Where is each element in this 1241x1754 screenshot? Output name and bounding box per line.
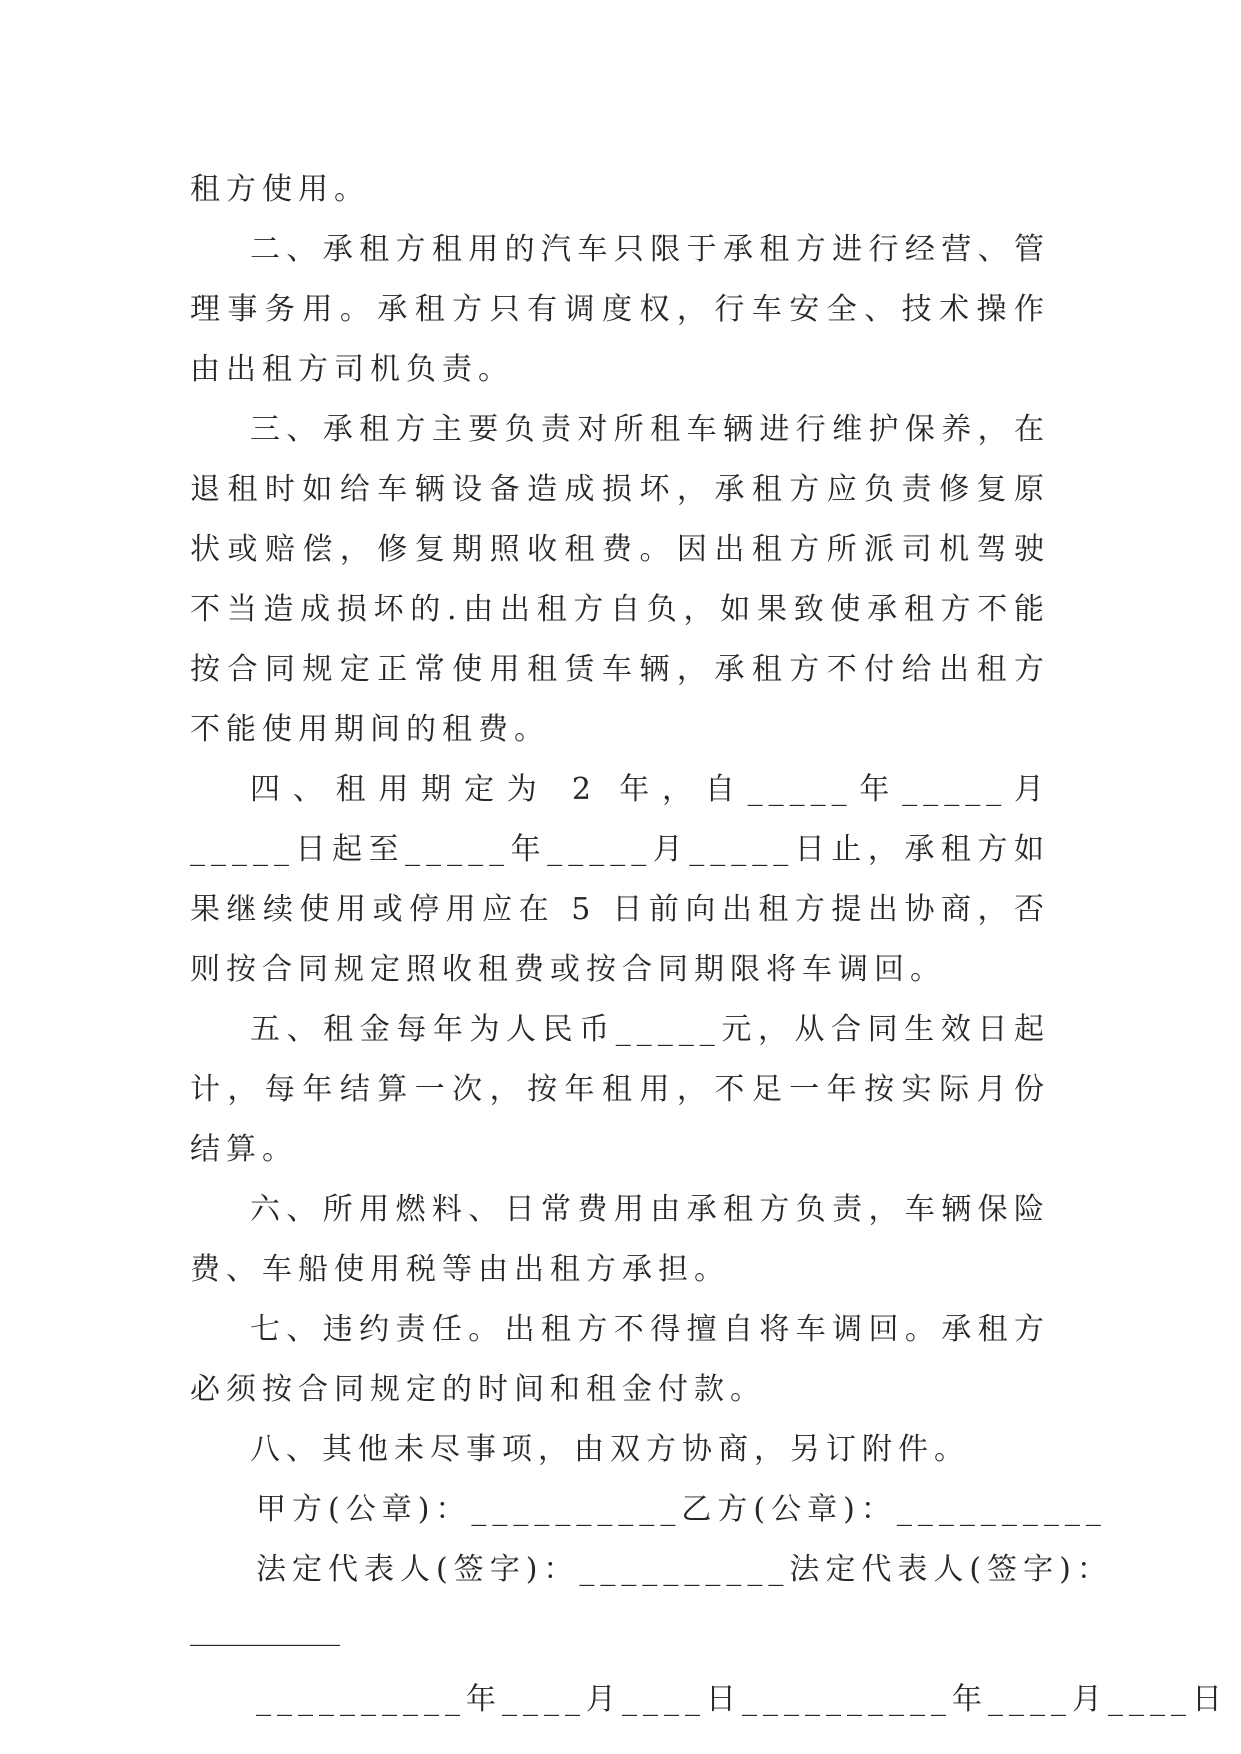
spacer	[190, 1660, 1050, 1670]
clause-7: 七、违约责任。出租方不得擅自将车调回。承租方必须按合同规定的时间和租金付款。	[190, 1312, 1050, 1407]
date-line: __________年____月____日__________年____月____日	[256, 1682, 1228, 1717]
clause-8: 八、其他未尽事项，由双方协商，另订附件。	[250, 1432, 970, 1467]
party-seal-line: 甲方(公章)：__________乙方(公章)：__________	[256, 1492, 1107, 1527]
clause-3: 三、承租方主要负责对所租车辆进行维护保养，在退租时如给车辆设备造成损坏，承租方应负责修复原状或赔偿，修复期照收租费。因出租方所派司机驾驶不当造成损坏的.由出租方自负，如果致使承租方不能按合同规定正常使用租赁车辆，承租方不付给出租方不能使用期间的租费。	[190, 412, 1050, 747]
paragraph-continuation: 租方使用。	[190, 172, 370, 207]
contract-body	[190, 160, 1228, 1730]
clause-2: 二、承租方租用的汽车只限于承租方进行经营、管理事务用。承租方只有调度权，行车安全、技术操作由出租方司机负责。	[190, 232, 1050, 387]
clause-6: 六、所用燃料、日常费用由承租方负责，车辆保险费、车船使用税等由出租方承担。	[190, 1192, 1050, 1287]
clause-5: 五、租金每年为人民币_____元，从合同生效日起计，每年结算一次，按年租用，不足一年按实际月份结算。	[190, 1012, 1050, 1167]
clause-4: 四、租用期定为 2 年，自_____年_____月_____日起至_____年_____月_____日止，承租方如果继续使用或停用应在 5 日前向出租方提出协商，否则按合同规定照收租费或按合同期限将车调回。	[190, 772, 1050, 987]
legal-representative-line: 法定代表人(签字)：__________法定代表人(签字)：	[256, 1552, 1113, 1587]
representative-signature-blank: __________	[190, 1612, 340, 1647]
